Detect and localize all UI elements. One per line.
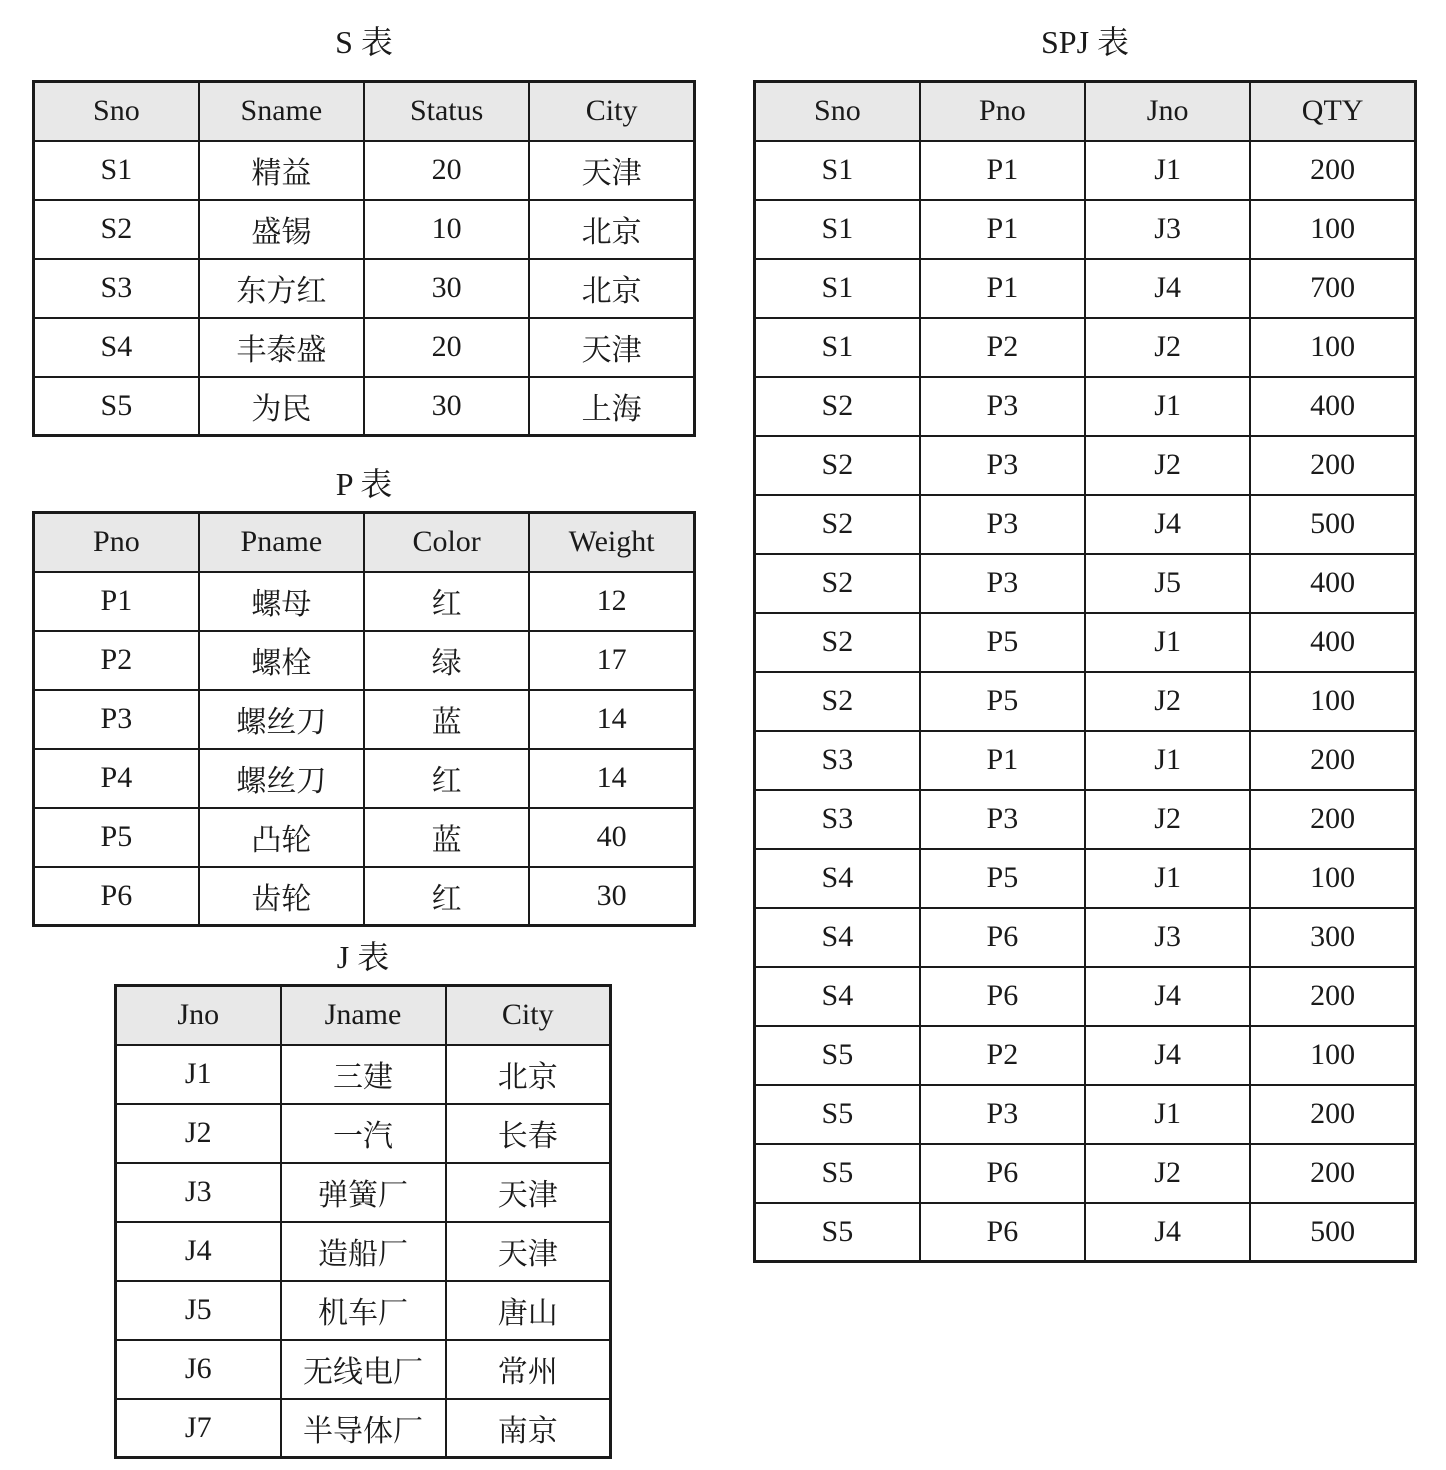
table-cell: 40 xyxy=(529,808,694,867)
table-cell: P5 xyxy=(920,849,1085,908)
table-cell: S1 xyxy=(34,141,199,200)
table-cell: J7 xyxy=(116,1399,281,1458)
table-row xyxy=(755,1203,1416,1262)
table-cell: S1 xyxy=(755,259,920,318)
table-cell: 14 xyxy=(529,690,694,749)
table-row xyxy=(755,967,1416,1026)
table-row xyxy=(116,1222,611,1281)
table-cell: 为民 xyxy=(199,377,364,436)
table-cell: 红 xyxy=(364,867,529,926)
table-cell: J1 xyxy=(1085,849,1250,908)
table-row xyxy=(755,1026,1416,1085)
table-cell: J3 xyxy=(1085,200,1250,259)
table-row xyxy=(34,259,695,318)
table-row xyxy=(755,495,1416,554)
table-row xyxy=(755,554,1416,613)
table-cell: 机车厂 xyxy=(281,1281,446,1340)
table-cell: 丰泰盛 xyxy=(199,318,364,377)
table-cell: 盛锡 xyxy=(199,200,364,259)
table-cell: 天津 xyxy=(446,1222,611,1281)
column-header: Sno xyxy=(755,82,920,141)
table-cell: J3 xyxy=(116,1163,281,1222)
table-cell: 30 xyxy=(529,867,694,926)
table-cell: J6 xyxy=(116,1340,281,1399)
table-cell: J5 xyxy=(116,1281,281,1340)
table-cell: 200 xyxy=(1250,436,1415,495)
table-cell: S2 xyxy=(755,672,920,731)
table-cell: 30 xyxy=(364,259,529,318)
table-cell: P5 xyxy=(920,613,1085,672)
table-row xyxy=(34,318,695,377)
column-header: Color xyxy=(364,513,529,572)
table-cell: P2 xyxy=(920,318,1085,377)
table-row xyxy=(755,318,1416,377)
table-cell: 螺丝刀 xyxy=(199,690,364,749)
table-cell: S5 xyxy=(755,1144,920,1203)
column-header: City xyxy=(529,82,694,141)
table-row xyxy=(34,141,695,200)
table-cell: J1 xyxy=(1085,613,1250,672)
table-cell: 弹簧厂 xyxy=(281,1163,446,1222)
table-cell: 造船厂 xyxy=(281,1222,446,1281)
table-cell: 凸轮 xyxy=(199,808,364,867)
table-cell: 500 xyxy=(1250,495,1415,554)
table-cell: S5 xyxy=(34,377,199,436)
table-cell: J1 xyxy=(1085,731,1250,790)
column-header: Jno xyxy=(1085,82,1250,141)
table-cell: J2 xyxy=(1085,672,1250,731)
table-cell: S2 xyxy=(755,613,920,672)
table-row xyxy=(34,377,695,436)
table-row xyxy=(34,690,695,749)
table-row xyxy=(116,1340,611,1399)
table-cell: 长春 xyxy=(446,1104,611,1163)
table-row xyxy=(116,1163,611,1222)
table-cell: S2 xyxy=(755,554,920,613)
table-cell: P3 xyxy=(920,377,1085,436)
table-cell: S2 xyxy=(755,436,920,495)
table-cell: S3 xyxy=(34,259,199,318)
table-cell: 300 xyxy=(1250,908,1415,967)
table-cell: J1 xyxy=(116,1045,281,1104)
table-cell: P1 xyxy=(920,200,1085,259)
table-cell: 100 xyxy=(1250,200,1415,259)
table-cell: P1 xyxy=(920,731,1085,790)
table-cell: J4 xyxy=(1085,1203,1250,1262)
table-cell: 20 xyxy=(364,141,529,200)
table-cell: 蓝 xyxy=(364,690,529,749)
table-cell: P1 xyxy=(920,259,1085,318)
header-row xyxy=(116,986,611,1045)
column-header: QTY xyxy=(1250,82,1415,141)
table-cell: P6 xyxy=(920,1144,1085,1203)
header-row xyxy=(34,513,695,572)
table-cell: S4 xyxy=(755,967,920,1026)
table-row xyxy=(755,790,1416,849)
table-cell: 100 xyxy=(1250,318,1415,377)
table-cell: P3 xyxy=(920,1085,1085,1144)
table-row xyxy=(34,572,695,631)
table-row xyxy=(34,200,695,259)
table-cell: 绿 xyxy=(364,631,529,690)
table-cell: 精益 xyxy=(199,141,364,200)
column-header: Pno xyxy=(920,82,1085,141)
table-cell: J2 xyxy=(1085,1144,1250,1203)
table-row xyxy=(755,200,1416,259)
table-cell: J5 xyxy=(1085,554,1250,613)
table-cell: 北京 xyxy=(446,1045,611,1104)
spj-table xyxy=(753,80,1417,1263)
table-cell: 200 xyxy=(1250,1144,1415,1203)
table-cell: P4 xyxy=(34,749,199,808)
table-cell: 200 xyxy=(1250,141,1415,200)
table-row xyxy=(755,849,1416,908)
header-row xyxy=(34,82,695,141)
table-row xyxy=(116,1045,611,1104)
table-cell: J4 xyxy=(1085,259,1250,318)
table-cell: 上海 xyxy=(529,377,694,436)
table-cell: J2 xyxy=(1085,318,1250,377)
column-header: Pno xyxy=(34,513,199,572)
j-table xyxy=(114,984,612,1459)
table-cell: 400 xyxy=(1250,613,1415,672)
table-cell: 东方红 xyxy=(199,259,364,318)
table-cell: P3 xyxy=(920,790,1085,849)
header-row xyxy=(755,82,1416,141)
table-cell: P1 xyxy=(920,141,1085,200)
table-cell: 200 xyxy=(1250,790,1415,849)
table-cell: 一汽 xyxy=(281,1104,446,1163)
table-cell: P6 xyxy=(920,1203,1085,1262)
table-cell: 唐山 xyxy=(446,1281,611,1340)
table-cell: 北京 xyxy=(529,200,694,259)
table-row xyxy=(755,1085,1416,1144)
table-cell: 17 xyxy=(529,631,694,690)
table-cell: 400 xyxy=(1250,554,1415,613)
table-cell: 北京 xyxy=(529,259,694,318)
table-row xyxy=(755,141,1416,200)
table-cell: S2 xyxy=(34,200,199,259)
table-cell: S2 xyxy=(755,495,920,554)
table-cell: 100 xyxy=(1250,849,1415,908)
table-row xyxy=(116,1281,611,1340)
column-header: Jname xyxy=(281,986,446,1045)
table-cell: 南京 xyxy=(446,1399,611,1458)
table-cell: 螺栓 xyxy=(199,631,364,690)
table-cell: 红 xyxy=(364,749,529,808)
column-header: Jno xyxy=(116,986,281,1045)
column-header: Status xyxy=(364,82,529,141)
p-table xyxy=(32,511,696,927)
table-row xyxy=(34,867,695,926)
table-row xyxy=(34,749,695,808)
table-cell: S4 xyxy=(755,849,920,908)
table-cell: P2 xyxy=(920,1026,1085,1085)
table-cell: 天津 xyxy=(529,141,694,200)
table-cell: P3 xyxy=(34,690,199,749)
column-header: Weight xyxy=(529,513,694,572)
table-row xyxy=(755,436,1416,495)
p-table-title: P 表 xyxy=(335,466,393,502)
table-row xyxy=(755,613,1416,672)
table-cell: 螺丝刀 xyxy=(199,749,364,808)
table-row xyxy=(116,1104,611,1163)
table-cell: S2 xyxy=(755,377,920,436)
table-cell: P6 xyxy=(34,867,199,926)
table-cell: S3 xyxy=(755,790,920,849)
column-header: Pname xyxy=(199,513,364,572)
table-cell: J1 xyxy=(1085,1085,1250,1144)
s-table xyxy=(32,80,696,437)
table-cell: S1 xyxy=(755,318,920,377)
table-cell: 500 xyxy=(1250,1203,1415,1262)
table-cell: P6 xyxy=(920,908,1085,967)
table-cell: 无线电厂 xyxy=(281,1340,446,1399)
table-row xyxy=(755,1144,1416,1203)
table-cell: S1 xyxy=(755,200,920,259)
j-table-title: J 表 xyxy=(336,939,390,975)
table-cell: J1 xyxy=(1085,141,1250,200)
table-cell: S3 xyxy=(755,731,920,790)
table-row xyxy=(116,1399,611,1458)
table-row xyxy=(755,908,1416,967)
table-cell: J2 xyxy=(1085,790,1250,849)
table-cell: 蓝 xyxy=(364,808,529,867)
s-table-title: S 表 xyxy=(335,24,393,60)
table-cell: P3 xyxy=(920,554,1085,613)
table-cell: J4 xyxy=(1085,1026,1250,1085)
table-cell: J4 xyxy=(1085,967,1250,1026)
table-cell: S4 xyxy=(755,908,920,967)
table-cell: 天津 xyxy=(446,1163,611,1222)
table-row xyxy=(34,808,695,867)
table-cell: 三建 xyxy=(281,1045,446,1104)
table-cell: 天津 xyxy=(529,318,694,377)
table-row xyxy=(755,731,1416,790)
table-cell: 400 xyxy=(1250,377,1415,436)
table-cell: 螺母 xyxy=(199,572,364,631)
table-cell: J4 xyxy=(116,1222,281,1281)
table-cell: 20 xyxy=(364,318,529,377)
table-cell: 100 xyxy=(1250,1026,1415,1085)
table-row xyxy=(755,377,1416,436)
table-row xyxy=(755,259,1416,318)
table-cell: J1 xyxy=(1085,377,1250,436)
table-cell: P1 xyxy=(34,572,199,631)
table-cell: P3 xyxy=(920,495,1085,554)
table-cell: 红 xyxy=(364,572,529,631)
table-cell: J4 xyxy=(1085,495,1250,554)
table-cell: S4 xyxy=(34,318,199,377)
table-cell: 12 xyxy=(529,572,694,631)
table-cell: 齿轮 xyxy=(199,867,364,926)
table-cell: 半导体厂 xyxy=(281,1399,446,1458)
table-cell: P5 xyxy=(34,808,199,867)
table-cell: 100 xyxy=(1250,672,1415,731)
spj-table-title: SPJ 表 xyxy=(1040,24,1130,60)
table-cell: S1 xyxy=(755,141,920,200)
table-cell: 200 xyxy=(1250,1085,1415,1144)
table-cell: J2 xyxy=(1085,436,1250,495)
table-cell: 200 xyxy=(1250,731,1415,790)
table-cell: 30 xyxy=(364,377,529,436)
table-cell: J3 xyxy=(1085,908,1250,967)
table-cell: S5 xyxy=(755,1026,920,1085)
table-cell: P3 xyxy=(920,436,1085,495)
table-cell: S5 xyxy=(755,1203,920,1262)
column-header: City xyxy=(446,986,611,1045)
table-cell: 200 xyxy=(1250,967,1415,1026)
table-row xyxy=(34,631,695,690)
table-cell: 10 xyxy=(364,200,529,259)
table-cell: S5 xyxy=(755,1085,920,1144)
table-cell: J2 xyxy=(116,1104,281,1163)
table-cell: P6 xyxy=(920,967,1085,1026)
table-cell: 14 xyxy=(529,749,694,808)
table-cell: 700 xyxy=(1250,259,1415,318)
column-header: Sname xyxy=(199,82,364,141)
column-header: Sno xyxy=(34,82,199,141)
table-cell: 常州 xyxy=(446,1340,611,1399)
table-cell: P5 xyxy=(920,672,1085,731)
table-cell: P2 xyxy=(34,631,199,690)
table-row xyxy=(755,672,1416,731)
